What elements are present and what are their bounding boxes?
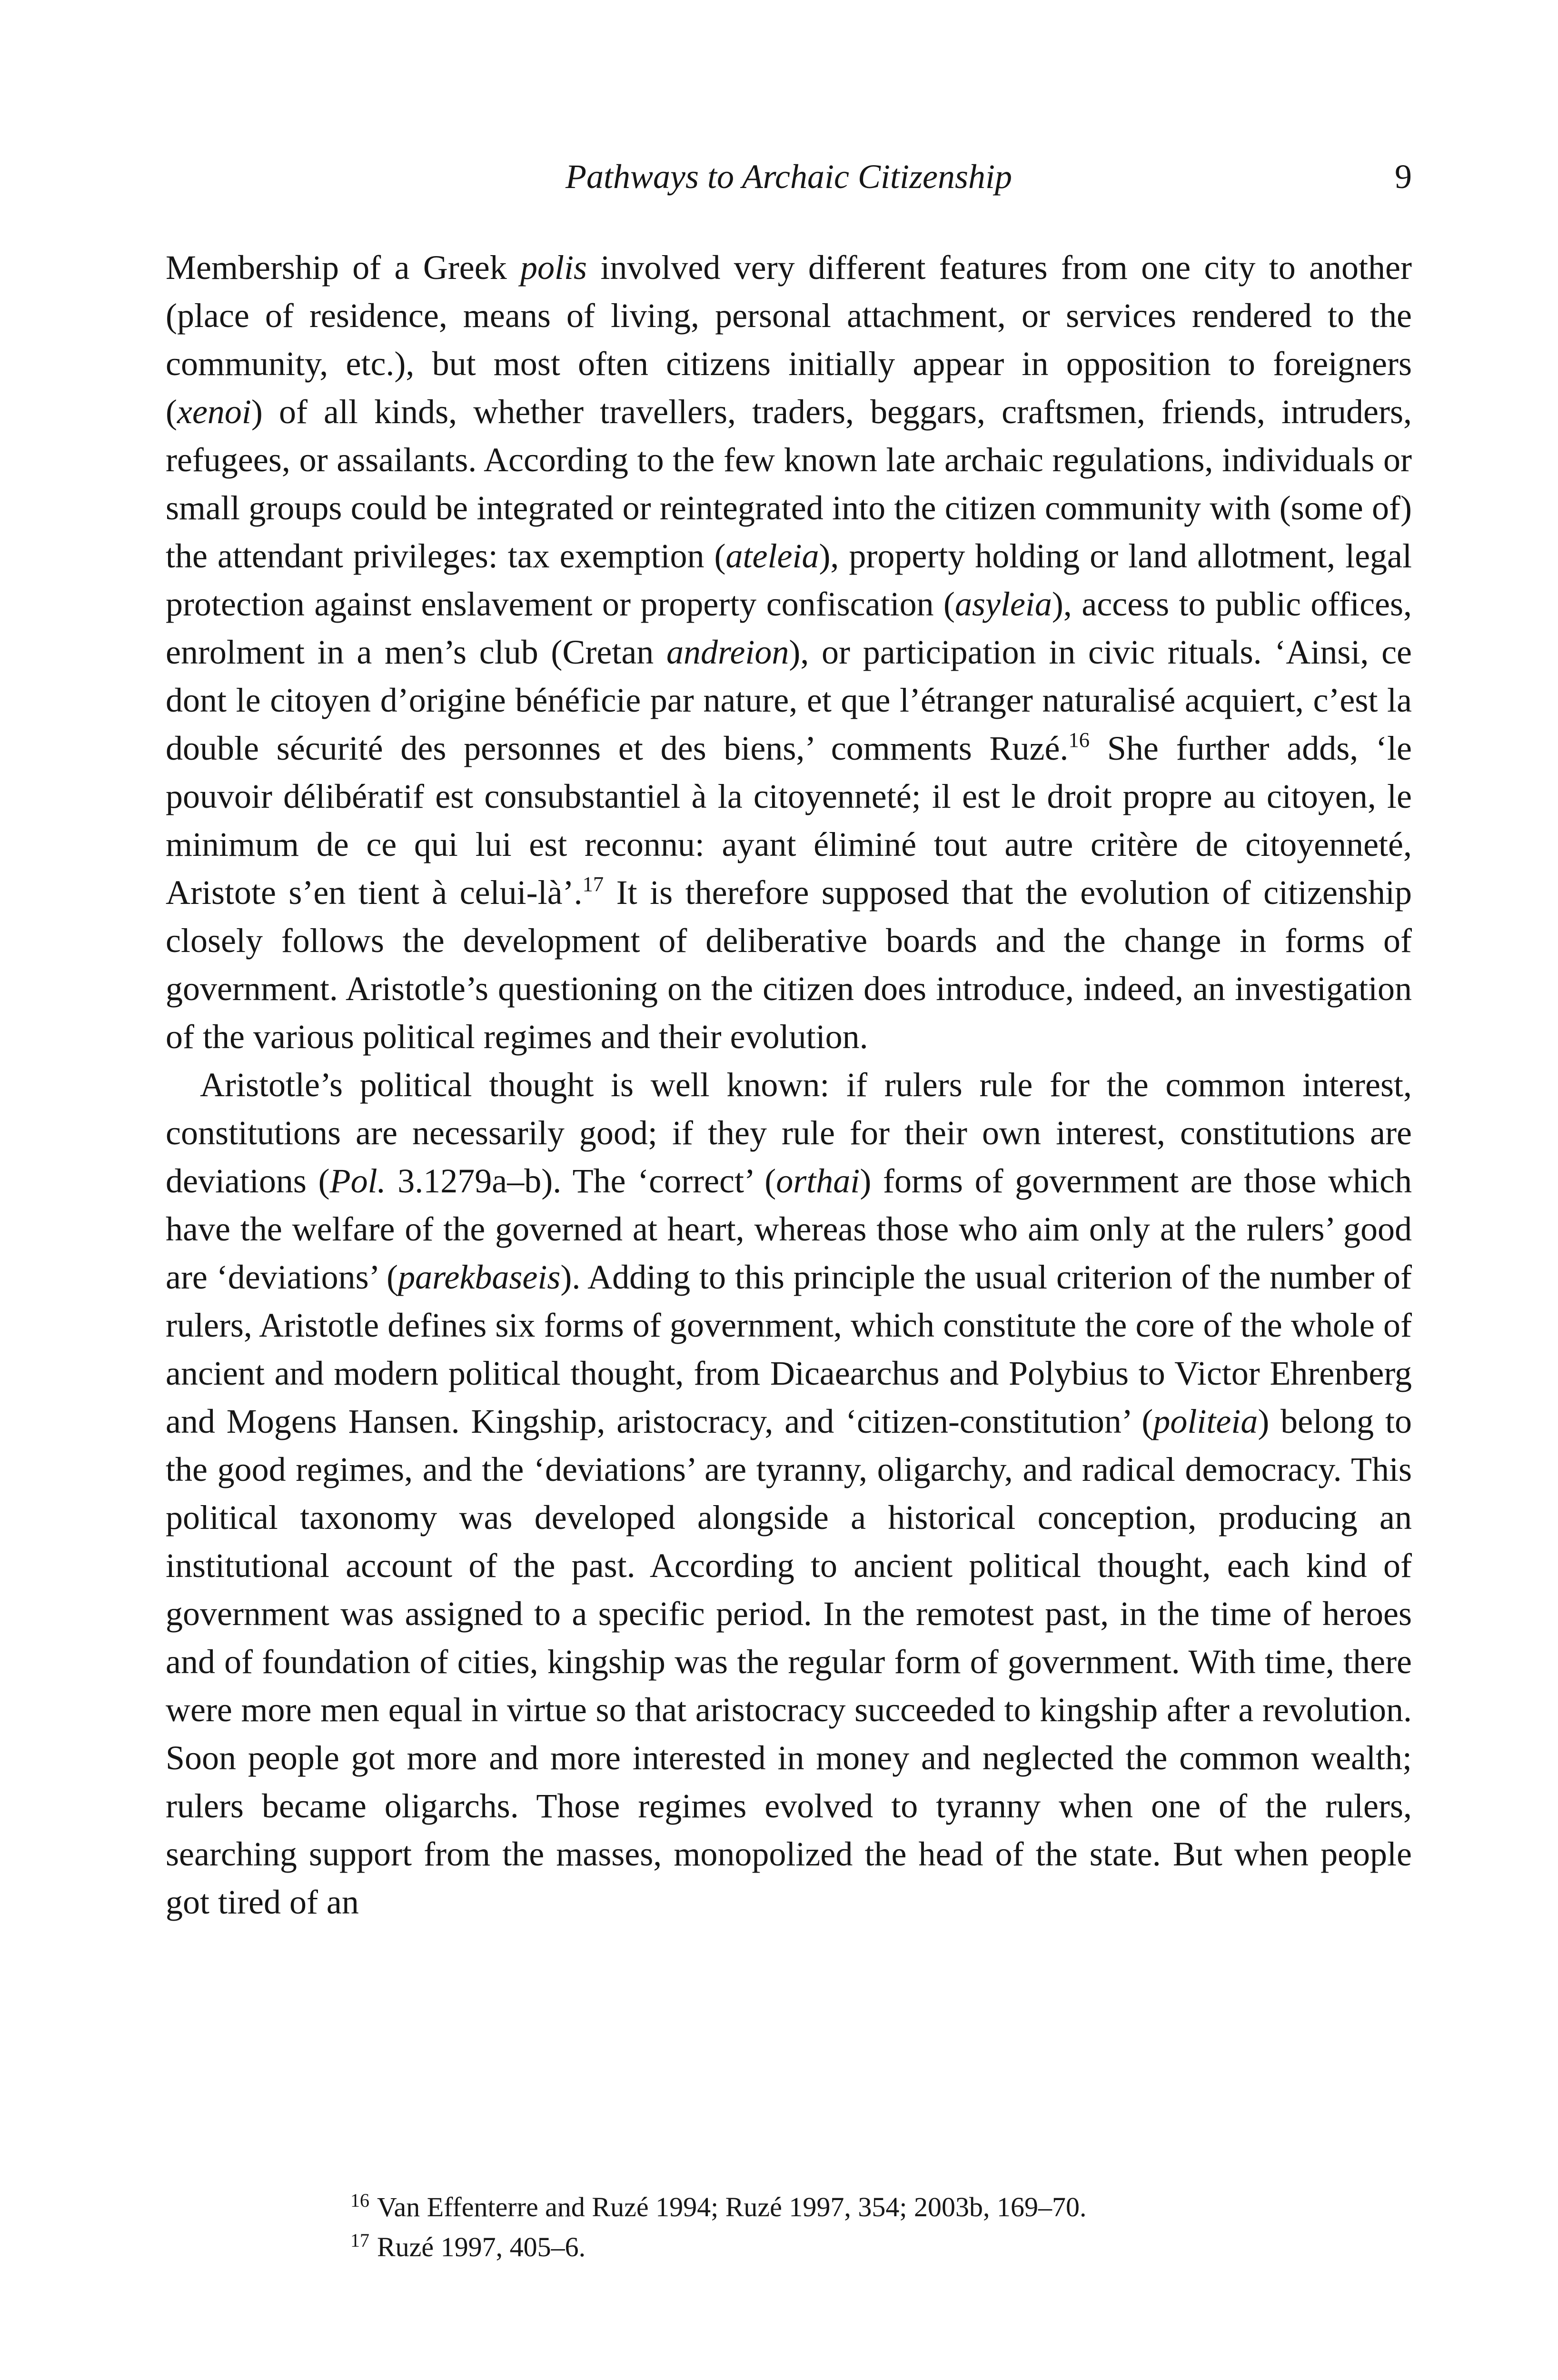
italic-term: polis — [520, 248, 587, 287]
italic-term: politeia — [1153, 1402, 1258, 1440]
text-run: ), property holding or land allotment, legal protection against enslavement or property confiscation ( — [166, 537, 1412, 623]
italic-term: Pol. — [329, 1162, 386, 1200]
footnote-reference: 16 — [1068, 727, 1090, 752]
italic-term: ateleia — [725, 537, 819, 575]
italic-term: parekbaseis — [398, 1258, 561, 1296]
italic-term: asyleia — [954, 585, 1052, 623]
text-run: It is therefore supposed that the evolution of citizenship closely follows the development of deliberative boards and the change in forms of government. Aristotle’s questioning on the citizen does introduce, indeed, an investigation of the various political regimes and their evolution. — [166, 873, 1412, 1056]
footnote-text: Van Effenterre and Ruzé 1994; Ruzé 1997, 354; 2003b, 169–70. — [377, 2192, 1087, 2222]
italic-term: orthai — [776, 1162, 860, 1200]
footnotes — [350, 2187, 1412, 2267]
footnote-reference: 17 — [582, 872, 604, 896]
body-text — [166, 244, 1412, 1926]
text-run: ), access to public offices, enrolment in a men’s club (Cretan — [166, 585, 1412, 671]
footnote — [350, 2227, 1412, 2267]
italic-term: xenoi — [177, 393, 251, 431]
text-run: ) of all kinds, whether travellers, traders, beggars, craftsmen, friends, intruders, refugees, or assailants. According to the few known late archaic regulations, individuals or small groups could be integrated or reintegrated into the citizen community with (some of) the attendant privileges: tax exemption ( — [166, 393, 1412, 575]
text-run: Aristotle’s political thought is well known: if rulers rule for the common interest, constitutions are necessarily good; if they rule for their own interest, constitutions are deviations ( — [166, 1066, 1412, 1200]
text-run: ) forms of government are those which have the welfare of the governed at heart, whereas those who aim only at the rulers’ good are ‘deviations’ ( — [166, 1162, 1412, 1296]
text-run: ), or participation in civic rituals. ‘Ainsi, ce dont le citoyen d’origine bénéficie par nature, et que l’étranger naturalisé acquiert, c’est la double sécurité des personnes et des biens,’ comments Ruzé. — [166, 633, 1412, 767]
text-run: Membership of a Greek — [166, 248, 521, 287]
text-run: 3.1279a–b). The ‘correct’ ( — [386, 1162, 776, 1200]
page-number: 9 — [1395, 158, 1412, 196]
text-run: She further adds, ‘le pouvoir délibératif est consubstantiel à la citoyenneté; il est le droit propre au citoyen, le minimum de ce qui lui est reconnu: ayant éliminé tout autre critère de citoyenneté, Aristote s’en tient à celui-là’. — [166, 729, 1412, 912]
running-title: Pathways to Archaic Citizenship — [566, 158, 1012, 196]
footnote-number: 16 — [350, 2189, 369, 2211]
footnote-number: 17 — [350, 2229, 369, 2251]
body-paragraph — [166, 1061, 1412, 1926]
footnote — [350, 2187, 1412, 2227]
body-paragraph — [166, 244, 1412, 1061]
text-run: ) belong to the good regimes, and the ‘deviations’ are tyranny, oligarchy, and radical democracy. This political taxonomy was developed alongside a historical conception, producing an institutional account of the past. According to ancient political thought, each kind of government was assigned to a specific period. In the remotest past, in the time of heroes and of foundation of cities, kingship was the regular form of government. With time, there were more men equal in virtue so that aristocracy succeeded to kingship after a revolution. Soon people got more and more interested in money and neglected the common wealth; rulers became oligarchs. Those regimes evolved to tyranny when one of the rulers, searching support from the masses, monopolized the head of the state. But when people got tired of an — [166, 1402, 1412, 1921]
italic-term: andreion — [666, 633, 789, 671]
text-run: ). Adding to this principle the usual criterion of the number of rulers, Aristotle defines six forms of government, which constitute the core of the whole of ancient and modern political thought, from Dicaearchus and Polybius to Victor Ehrenberg and Mogens Hansen. Kingship, aristocracy, and ‘citizen-constitution’ ( — [166, 1258, 1412, 1440]
text-run: involved very different features from one city to another (place of residence, means of living, personal attachment, or services rendered to the community, etc.), but most often citizens initially appear in opposition to foreigners ( — [166, 248, 1412, 431]
running-head — [166, 157, 1412, 205]
footnote-text: Ruzé 1997, 405–6. — [377, 2231, 586, 2262]
